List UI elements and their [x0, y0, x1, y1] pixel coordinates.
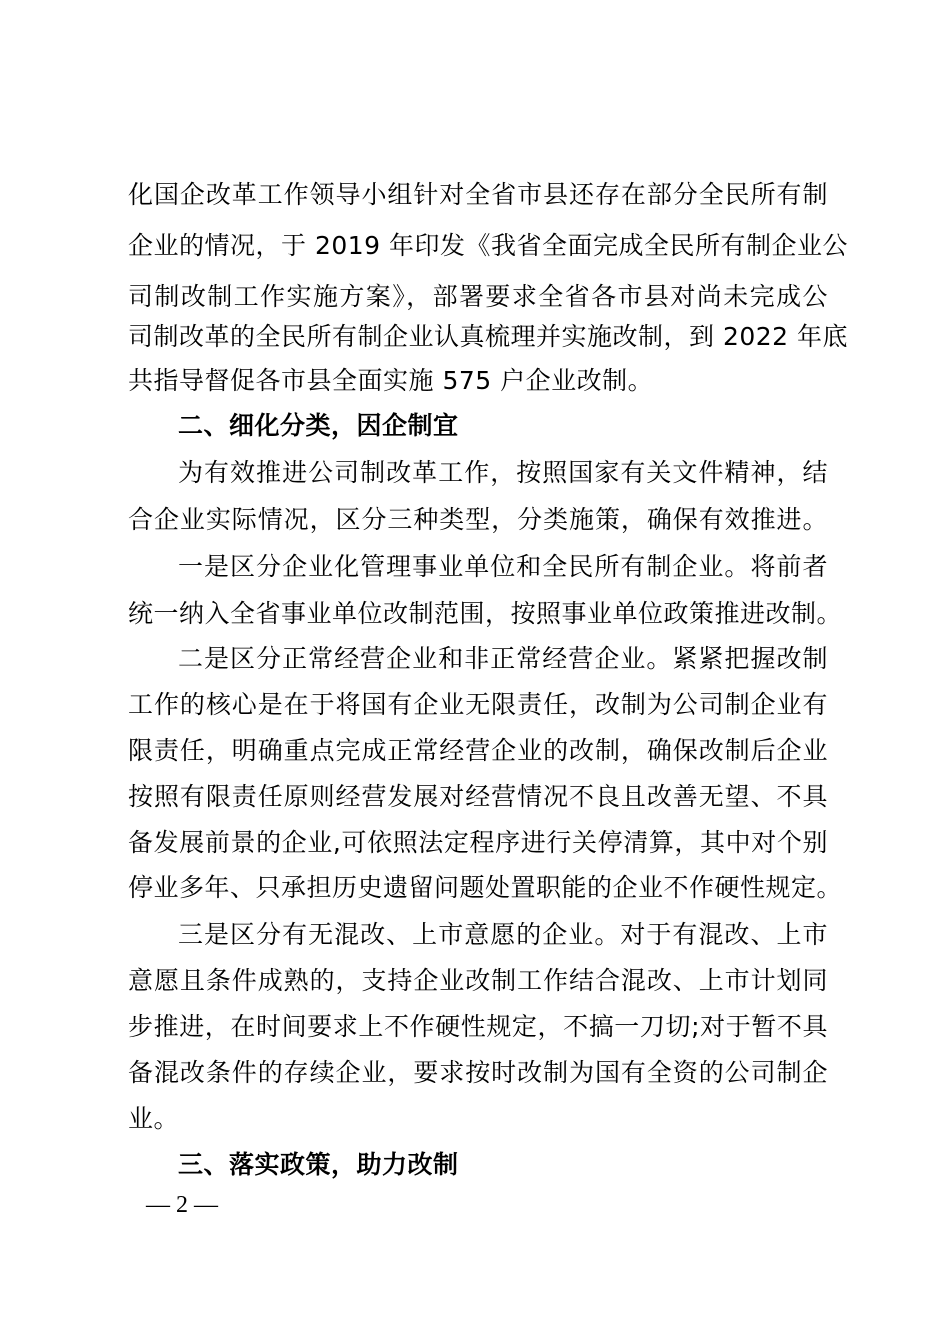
paragraph-line: 一是区分企业化管理事业单位和全民所有制企业。将前者 [178, 552, 828, 581]
paragraph-line: 共指导督促各市县全面实施 575 户企业改制。 [128, 366, 654, 395]
paragraph-line: 业。 [128, 1104, 180, 1133]
paragraph-line: 司制改制工作实施方案》，部署要求全省各市县对尚未完成公 [128, 282, 828, 311]
section-heading: 二、细化分类，因企制宜 [178, 411, 459, 440]
paragraph-line: 意愿且条件成熟的，支持企业改制工作结合混改、上市计划同 [128, 966, 828, 995]
paragraph-line: 备发展前景的企业,可依照法定程序进行关停清算，其中对个别 [128, 828, 828, 857]
paragraph-line: 步推进，在时间要求上不作硬性规定，不搞一刀切;对于暂不具 [128, 1012, 828, 1041]
paragraph-line: 工作的核心是在于将国有企业无限责任，改制为公司制企业有 [128, 690, 828, 719]
paragraph-line: 备混改条件的存续企业，要求按时改制为国有全资的公司制企 [128, 1058, 828, 1087]
paragraph-line: 化国企改革工作领导小组针对全省市县还存在部分全民所有制 [128, 180, 828, 209]
paragraph-line: 司制改革的全民所有制企业认真梳理并实施改制，到 2022 年底 [128, 322, 849, 351]
paragraph-line: 停业多年、只承担历史遗留问题处置职能的企业不作硬性规定。 [128, 873, 843, 902]
paragraph-line: 企业的情况，于 2019 年印发《我省全面完成全民所有制企业公 [128, 231, 849, 260]
paragraph-line: 按照有限责任原则经营发展对经营情况不良且改善无望、不具 [128, 782, 828, 811]
paragraph-line: 合企业实际情况，区分三种类型，分类施策，确保有效推进。 [128, 505, 828, 534]
section-heading: 三、落实政策，助力改制 [178, 1150, 459, 1179]
paragraph-line: 限责任，明确重点完成正常经营企业的改制，确保改制后企业 [128, 736, 828, 765]
paragraph-line: 二是区分正常经营企业和非正常经营企业。紧紧把握改制 [178, 644, 828, 673]
paragraph-line: 为有效推进公司制改革工作，按照国家有关文件精神，结 [178, 458, 828, 487]
paragraph-line: 三是区分有无混改、上市意愿的企业。对于有混改、上市 [178, 920, 828, 949]
paragraph-line: 统一纳入全省事业单位改制范围，按照事业单位政策推进改制。 [128, 599, 843, 628]
page-number: — 2 — [146, 1192, 218, 1218]
